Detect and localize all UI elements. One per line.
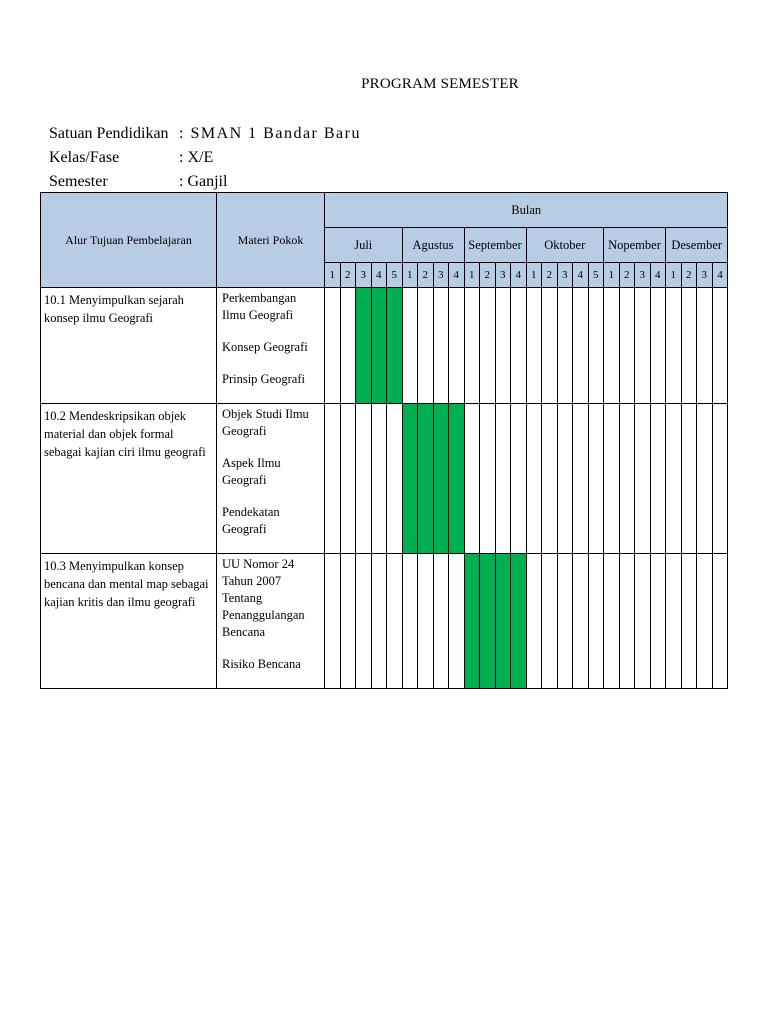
week-header: 1 (666, 263, 682, 288)
month-header-september: September (464, 228, 526, 263)
table-row (41, 288, 728, 404)
week-cell (712, 554, 728, 689)
week-cell (340, 404, 356, 554)
week-cell (681, 288, 697, 404)
week-cell (619, 288, 635, 404)
materi-item: UU Nomor 24 Tahun 2007 Tentang Penanggulangan Bencana (222, 557, 305, 639)
meta-value: : SMAN 1 Bandar Baru (179, 125, 361, 142)
table-row (41, 554, 728, 689)
week-cell (681, 404, 697, 554)
week-cell (402, 288, 418, 404)
week-cell (666, 288, 682, 404)
week-cell (619, 554, 635, 689)
week-cell (697, 288, 713, 404)
week-header: 4 (511, 263, 527, 288)
header-materi: Materi Pokok (217, 193, 325, 288)
week-header: 1 (325, 263, 341, 288)
week-cell (542, 554, 558, 689)
week-header: 3 (697, 263, 713, 288)
active-week-cell (433, 404, 449, 554)
week-cell (495, 288, 511, 404)
materi-item: Pendekatan Geografi (222, 505, 280, 536)
week-cell (480, 288, 496, 404)
week-cell (588, 288, 604, 404)
week-header: 1 (464, 263, 480, 288)
atp-cell: 10.1 Menyimpulkan sejarah konsep ilmu Geografi (41, 288, 217, 404)
active-week-cell (464, 554, 480, 689)
week-cell (511, 404, 527, 554)
active-week-cell (418, 404, 434, 554)
week-cell (604, 554, 620, 689)
materi-cell (217, 288, 325, 404)
week-header: 1 (604, 263, 620, 288)
week-cell (588, 554, 604, 689)
week-header: 3 (635, 263, 651, 288)
meta-label: Semester (49, 173, 108, 190)
meta-row-kelas (49, 146, 361, 170)
materi-item: Prinsip Geografi (222, 372, 305, 386)
week-cell (480, 404, 496, 554)
schedule-table (40, 192, 728, 689)
active-week-cell (402, 404, 418, 554)
week-cell (557, 288, 573, 404)
week-cell (371, 404, 387, 554)
week-cell (526, 404, 542, 554)
atp-cell: 10.2 Mendeskripsikan objek material dan objek formal sebagai kajian ciri ilmu geografi (41, 404, 217, 554)
week-cell (712, 404, 728, 554)
week-header: 5 (387, 263, 403, 288)
active-week-cell (495, 554, 511, 689)
meta-value: : X/E (179, 149, 214, 166)
document-meta (49, 122, 361, 194)
week-header: 4 (449, 263, 465, 288)
week-header: 2 (542, 263, 558, 288)
week-cell (526, 554, 542, 689)
week-cell (433, 554, 449, 689)
month-header-agustus: Agustus (402, 228, 464, 263)
materi-item: Perkembangan Ilmu Geografi (222, 291, 297, 322)
month-header-oktober: Oktober (526, 228, 604, 263)
active-week-cell (371, 288, 387, 404)
week-cell (635, 288, 651, 404)
month-header-juli: Juli (325, 228, 403, 263)
meta-label: Satuan Pendidikan (49, 125, 169, 142)
week-header: 2 (480, 263, 496, 288)
week-cell (697, 404, 713, 554)
meta-row-satuan (49, 122, 361, 146)
materi-item: Risiko Bencana (222, 657, 301, 671)
header-atp: Alur Tujuan Pembelajaran (41, 193, 217, 288)
week-cell (464, 288, 480, 404)
week-cell (635, 554, 651, 689)
week-header: 4 (573, 263, 589, 288)
week-cell (418, 554, 434, 689)
week-header: 1 (526, 263, 542, 288)
table-row (41, 404, 728, 554)
week-cell (464, 404, 480, 554)
week-cell (325, 288, 341, 404)
page-title: PROGRAM SEMESTER (361, 76, 519, 92)
week-header: 3 (495, 263, 511, 288)
week-cell (650, 404, 666, 554)
week-cell (495, 404, 511, 554)
week-header: 4 (712, 263, 728, 288)
week-cell (650, 554, 666, 689)
week-cell (387, 554, 403, 689)
week-cell (573, 288, 589, 404)
week-cell (666, 554, 682, 689)
week-header: 3 (356, 263, 372, 288)
week-header: 2 (681, 263, 697, 288)
materi-item: Aspek Ilmu Geografi (222, 456, 281, 487)
week-cell (356, 554, 372, 689)
materi-item: Konsep Geografi (222, 340, 308, 354)
active-week-cell (387, 288, 403, 404)
active-week-cell (511, 554, 527, 689)
week-cell (542, 404, 558, 554)
active-week-cell (480, 554, 496, 689)
meta-value: : Ganjil (179, 173, 228, 190)
week-cell (635, 404, 651, 554)
week-header: 4 (650, 263, 666, 288)
week-cell (402, 554, 418, 689)
week-cell (712, 288, 728, 404)
week-cell (449, 554, 465, 689)
meta-row-semester (49, 170, 361, 194)
week-cell (681, 554, 697, 689)
week-header: 2 (340, 263, 356, 288)
week-cell (340, 554, 356, 689)
week-cell (604, 404, 620, 554)
week-cell (387, 404, 403, 554)
week-cell (542, 288, 558, 404)
materi-cell (217, 554, 325, 689)
week-header: 3 (433, 263, 449, 288)
week-header: 1 (402, 263, 418, 288)
month-header-desember: Desember (666, 228, 728, 263)
week-cell (604, 288, 620, 404)
week-cell (418, 288, 434, 404)
week-header: 2 (418, 263, 434, 288)
week-cell (573, 404, 589, 554)
active-week-cell (449, 404, 465, 554)
week-cell (325, 404, 341, 554)
week-cell (697, 554, 713, 689)
week-header: 3 (557, 263, 573, 288)
week-cell (526, 288, 542, 404)
week-cell (588, 404, 604, 554)
meta-label: Kelas/Fase (49, 149, 120, 166)
week-cell (511, 288, 527, 404)
week-header: 5 (588, 263, 604, 288)
week-cell (356, 404, 372, 554)
week-cell (371, 554, 387, 689)
week-cell (573, 554, 589, 689)
materi-item: Objek Studi Ilmu Geografi (222, 407, 309, 438)
week-cell (449, 288, 465, 404)
week-cell (557, 404, 573, 554)
week-cell (650, 288, 666, 404)
month-header-nopember: Nopember (604, 228, 666, 263)
week-cell (619, 404, 635, 554)
week-cell (666, 404, 682, 554)
materi-cell (217, 404, 325, 554)
week-header: 2 (619, 263, 635, 288)
week-cell (325, 554, 341, 689)
week-cell (433, 288, 449, 404)
week-cell (557, 554, 573, 689)
active-week-cell (356, 288, 372, 404)
week-header: 4 (371, 263, 387, 288)
header-bulan: Bulan (325, 193, 728, 228)
week-cell (340, 288, 356, 404)
atp-cell: 10.3 Menyimpulkan konsep bencana dan mental map sebagai kajian kritis dan ilmu geografi (41, 554, 217, 689)
